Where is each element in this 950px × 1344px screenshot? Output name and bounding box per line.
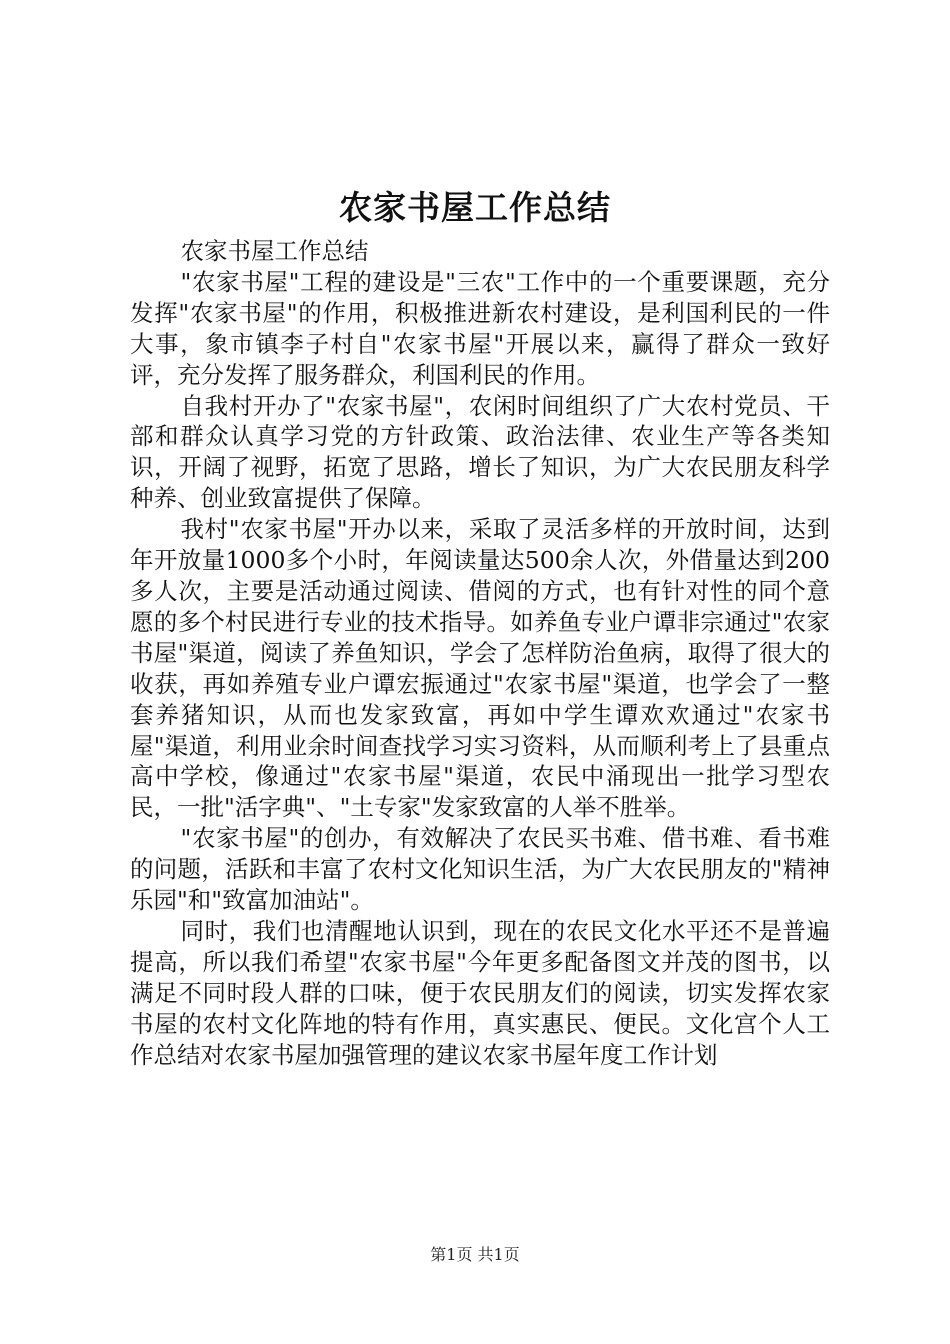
paragraph-outlook: 同时，我们也清醒地认识到，现在的农民文化水平还不是普遍提高，所以我们希望"农家书屋"今年更多配备图文并茂的图书，以满足不同时段人群的口味，便于农民朋友们的阅读，切实发挥农家书屋的农村文化阵地的特有作用，真实惠民、便民。文化宫个人工作总结对农家书屋加强管理的建议农家书屋年度工作计划	[130, 916, 830, 1069]
paragraph-results: 我村"农家书屋"开办以来，采取了灵活多样的开放时间，达到年开放量1000多个小时，年阅读量达500余人次，外借量达到200多人次，主要是活动通过阅读、借阅的方式，也有针对性的同个意愿的多个村民进行专业的技术指导。如养鱼专业户谭非宗通过"农家书屋"渠道，阅读了养鱼知识，学会了怎样防治鱼病，取得了很大的收获，再如养殖专业户谭宏振通过"农家书屋"渠道，也学会了一整套养猪知识，从而也发家致富，再如中学生谭欢欢通过"农家书屋"渠道，利用业余时间查找学习实习资料，从而顺利考上了县重点高中学校，像通过"农家书屋"渠道，农民中涌现出一批学习型农民，一批"活字典"、"土专家"发家致富的人举不胜举。	[130, 515, 830, 822]
page-number-footer: 第1页 共1页	[430, 1245, 520, 1264]
document-body	[130, 236, 830, 1070]
paragraph-benefits: "农家书屋"的创办，有效解决了农民买书难、借书难、看书难的问题，活跃和丰富了农村文化知识生活，为广大农民朋友的"精神乐园"和"致富加油站"。	[130, 824, 830, 915]
paragraph-subtitle: 农家书屋工作总结	[180, 237, 369, 265]
document-title: 农家书屋工作总结	[339, 188, 611, 227]
paragraph-activities: 自我村开办了"农家书屋"，农闲时间组织了广大农村党员、干部和群众认真学习党的方针政策、政治法律、农业生产等各类知识，开阔了视野，拓宽了思路，增长了知识，为广大农民朋友科学种养、创业致富提供了保障。	[130, 391, 830, 513]
paragraph-intro: "农家书屋"工程的建设是"三农"工作中的一个重要课题，充分发挥"农家书屋"的作用，积极推进新农村建设，是利国利民的一件大事，象市镇李子村自"农家书屋"开展以来，赢得了群众一致好评，充分发挥了服务群众，利国利民的作用。	[130, 267, 830, 389]
